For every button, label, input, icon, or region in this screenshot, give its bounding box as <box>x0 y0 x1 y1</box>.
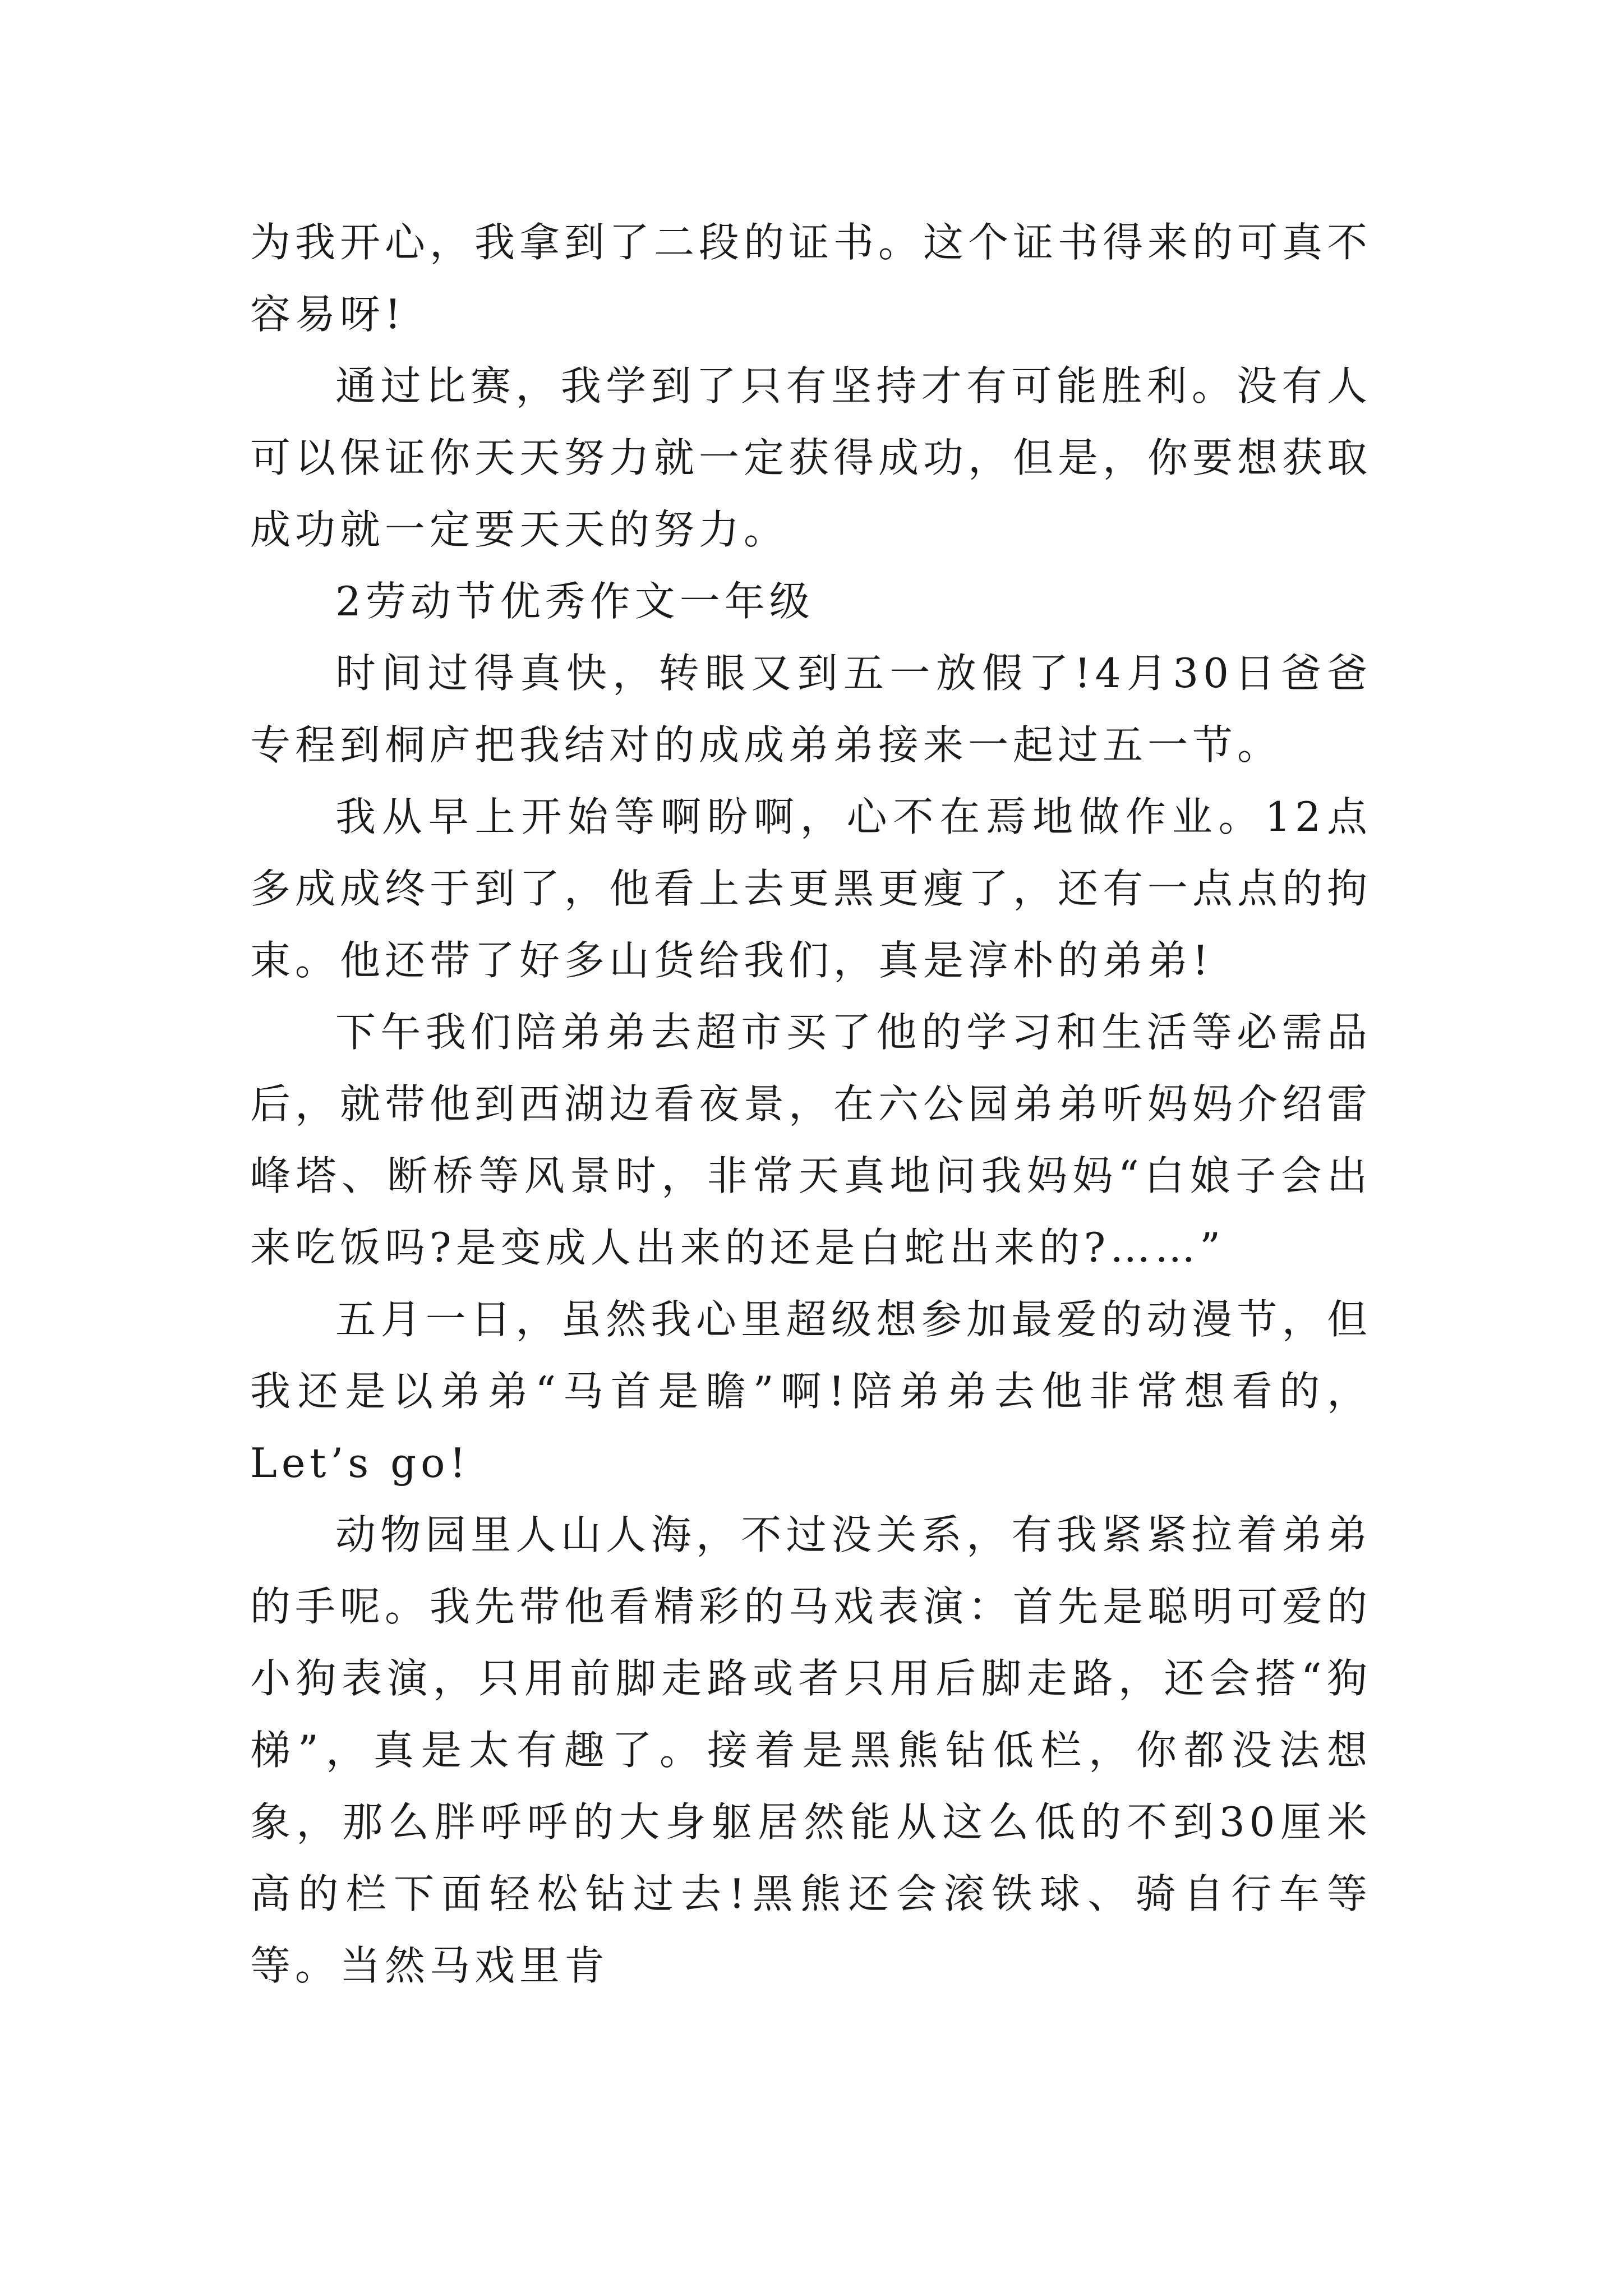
paragraph-1: 为我开心，我拿到了二段的证书。这个证书得来的可真不容易呀! <box>250 219 1372 338</box>
paragraph-5: 下午我们陪弟弟去超市买了他的学习和生活等必需品后，就带他到西湖边看夜景，在六公园弟弟听妈妈介绍雷峰塔、断桥等风景时，非常天真地问我妈妈“白娘子会出来吃饭吗?是变成人出来的还是白蛇出来的?……” <box>250 1009 1372 1271</box>
paragraph-7: 动物园里人山人海，不过没关系，有我紧紧拉着弟弟的手呢。我先带他看精彩的马戏表演：首先是聪明可爱的小狗表演，只用前脚走路或者只用后脚走路，还会搭“狗梯”，真是太有趣了。接着是黑熊钻低栏，你都没法想象，那么胖呼呼的大身躯居然能从这么低的不到30厘米高的栏下面轻松钻过去!黑熊还会滚铁球、骑自行车等等。当然马戏里肯 <box>250 1511 1372 1989</box>
paragraph-6: 五月一日，虽然我心里超级想参加最爱的动漫节，但我还是以弟弟“马首是瞻”啊!陪弟弟去他非常想看的，Let’s go! <box>250 1296 1372 1487</box>
paragraph-2: 通过比赛，我学到了只有坚持才有可能胜利。没有人可以保证你天天努力就一定获得成功，但是，你要想获取成功就一定要天天的努力。 <box>250 362 1372 553</box>
body-text <box>250 206 1372 2001</box>
section-heading: 2劳动节优秀作文一年级 <box>335 578 814 625</box>
paragraph-4: 我从早上开始等啊盼啊，心不在焉地做作业。12点多成成终于到了，他看上去更黑更瘦了，还有一点点的拘束。他还带了好多山货给我们，真是淳朴的弟弟! <box>250 793 1372 984</box>
paragraph-3: 时间过得真快，转眼又到五一放假了!4月30日爸爸专程到桐庐把我结对的成成弟弟接来一起过五一节。 <box>250 650 1372 769</box>
